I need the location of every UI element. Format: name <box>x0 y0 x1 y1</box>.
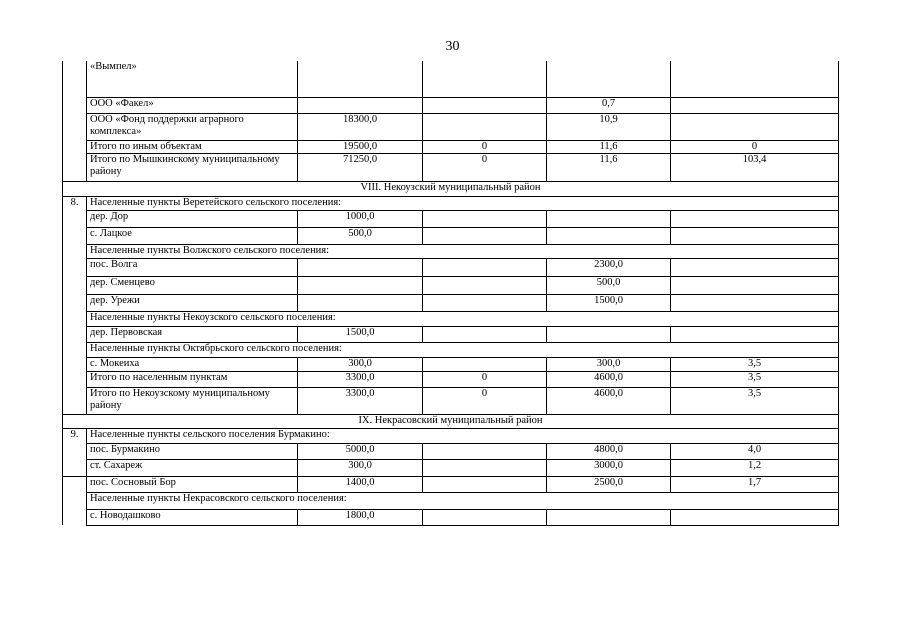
table-row <box>63 459 839 476</box>
data-table <box>62 61 839 526</box>
table-row <box>63 443 839 459</box>
value-cell-col3: 2500,0 <box>547 476 671 492</box>
value-cell-col1: 1000,0 <box>298 210 423 227</box>
row-number-cell <box>63 244 87 258</box>
row-number-cell <box>63 258 87 276</box>
value-cell-col3: 3000,0 <box>547 459 671 476</box>
row-name: с. Мокеиха <box>87 357 298 371</box>
row-name: пос. Сосновый Бор <box>87 476 298 492</box>
table-row <box>63 210 839 227</box>
table-row <box>63 294 839 311</box>
value-cell-col1 <box>298 258 423 276</box>
row-number-cell <box>63 61 87 97</box>
value-cell-col1: 300,0 <box>298 357 423 371</box>
value-cell-col1: 500,0 <box>298 227 423 244</box>
value-cell-col2 <box>423 113 547 140</box>
row-number-cell <box>63 97 87 113</box>
value-cell-col4: 0 <box>671 140 839 153</box>
value-cell-col3: 300,0 <box>547 357 671 371</box>
value-cell-col2 <box>423 476 547 492</box>
value-cell-col1: 3300,0 <box>298 371 423 387</box>
value-cell-col1: 71250,0 <box>298 153 423 181</box>
row-name: с. Лацкое <box>87 227 298 244</box>
table-row <box>63 476 839 492</box>
value-cell-col3: 4800,0 <box>547 443 671 459</box>
value-cell-col3: 0,7 <box>547 97 671 113</box>
row-number-cell: 8. <box>63 196 87 210</box>
value-cell-col2: 0 <box>423 140 547 153</box>
table-row <box>63 357 839 371</box>
value-cell-col4 <box>671 97 839 113</box>
table-row <box>63 371 839 387</box>
value-cell-col3: 11,6 <box>547 153 671 181</box>
value-cell-col4 <box>671 326 839 342</box>
value-cell-col4: 3,5 <box>671 357 839 371</box>
value-cell-col3: 2300,0 <box>547 258 671 276</box>
value-cell-col2 <box>423 443 547 459</box>
row-name: ООО «Фонд поддержки аграрного комплекса» <box>87 113 298 140</box>
row-number-cell <box>63 342 87 357</box>
value-cell-col4 <box>671 294 839 311</box>
value-cell-col2 <box>423 294 547 311</box>
row-name: ООО «Факел» <box>87 97 298 113</box>
row-name: с. Новодашково <box>87 509 298 525</box>
value-cell-col1: 300,0 <box>298 459 423 476</box>
value-cell-col1: 5000,0 <box>298 443 423 459</box>
table-row <box>63 326 839 342</box>
value-cell-col2 <box>423 227 547 244</box>
value-cell-col4: 1,7 <box>671 476 839 492</box>
row-name: Итого по иным объектам <box>87 140 298 153</box>
table-row <box>63 509 839 525</box>
value-cell-col2: 0 <box>423 153 547 181</box>
group-title: Населенные пункты Октябрьского сельского поселения: <box>87 342 839 357</box>
value-cell-col1 <box>298 276 423 294</box>
value-cell-col4 <box>671 113 839 140</box>
value-cell-col4 <box>671 61 839 97</box>
group-title: Населенные пункты Волжского сельского поселения: <box>87 244 839 258</box>
row-number-cell <box>63 113 87 140</box>
table-row <box>63 140 839 153</box>
value-cell-col2 <box>423 258 547 276</box>
value-cell-col2 <box>423 210 547 227</box>
value-cell-col1 <box>298 97 423 113</box>
row-number-cell <box>63 476 87 492</box>
row-number-cell <box>63 387 87 414</box>
table-row <box>63 153 839 181</box>
table-row <box>63 276 839 294</box>
value-cell-col1: 1500,0 <box>298 326 423 342</box>
section-title: VIII. Некоузский муниципальный район <box>63 181 839 196</box>
value-cell-col1: 19500,0 <box>298 140 423 153</box>
row-number-cell <box>63 153 87 181</box>
row-number-cell <box>63 326 87 342</box>
row-name: Итого по Некоузскому муниципальному району <box>87 387 298 414</box>
page-number: 30 <box>445 39 460 54</box>
row-name: Итого по населенным пунктам <box>87 371 298 387</box>
value-cell-col4 <box>671 227 839 244</box>
row-number-cell <box>63 311 87 326</box>
value-cell-col4 <box>671 509 839 525</box>
value-cell-col1 <box>298 294 423 311</box>
value-cell-col1: 18300,0 <box>298 113 423 140</box>
value-cell-col3: 1500,0 <box>547 294 671 311</box>
value-cell-col4: 4,0 <box>671 443 839 459</box>
value-cell-col3 <box>547 326 671 342</box>
group-row <box>63 342 839 357</box>
value-cell-col3: 4600,0 <box>547 387 671 414</box>
value-cell-col4 <box>671 210 839 227</box>
row-number-cell <box>63 492 87 509</box>
row-number-cell <box>63 140 87 153</box>
value-cell-col2 <box>423 509 547 525</box>
table-row <box>63 113 839 140</box>
row-name: дер. Дор <box>87 210 298 227</box>
row-name: Итого по Мышкинскому муниципальному району <box>87 153 298 181</box>
value-cell-col1: 1800,0 <box>298 509 423 525</box>
table-row <box>63 61 839 97</box>
value-cell-col2: 0 <box>423 387 547 414</box>
value-cell-col2 <box>423 459 547 476</box>
section-row <box>63 414 839 428</box>
row-name: «Вымпел» <box>87 61 298 97</box>
value-cell-col4 <box>671 258 839 276</box>
table-row <box>63 258 839 276</box>
value-cell-col1: 1400,0 <box>298 476 423 492</box>
value-cell-col3 <box>547 227 671 244</box>
group-title: Населенные пункты сельского поселения Бурмакино: <box>87 428 839 443</box>
row-name: дер. Сменцево <box>87 276 298 294</box>
row-name: дер. Первовская <box>87 326 298 342</box>
value-cell-col2 <box>423 61 547 97</box>
row-number-cell: 9. <box>63 428 87 443</box>
row-number-cell <box>63 443 87 459</box>
value-cell-col4: 103,4 <box>671 153 839 181</box>
row-name: пос. Волга <box>87 258 298 276</box>
value-cell-col3: 10,9 <box>547 113 671 140</box>
row-number-cell <box>63 509 87 525</box>
value-cell-col4: 3,5 <box>671 371 839 387</box>
value-cell-col3: 500,0 <box>547 276 671 294</box>
row-number-cell <box>63 227 87 244</box>
value-cell-col4: 1,2 <box>671 459 839 476</box>
value-cell-col4 <box>671 276 839 294</box>
value-cell-col2 <box>423 357 547 371</box>
value-cell-col3: 4600,0 <box>547 371 671 387</box>
value-cell-col3 <box>547 509 671 525</box>
value-cell-col1: 3300,0 <box>298 387 423 414</box>
table-row <box>63 97 839 113</box>
row-name: ст. Сахареж <box>87 459 298 476</box>
group-title: Населенные пункты Некоузского сельского поселения: <box>87 311 839 326</box>
value-cell-col3 <box>547 210 671 227</box>
value-cell-col1 <box>298 61 423 97</box>
value-cell-col2 <box>423 326 547 342</box>
section-title: IX. Некрасовский муниципальный район <box>63 414 839 428</box>
value-cell-col2 <box>423 276 547 294</box>
value-cell-col2: 0 <box>423 371 547 387</box>
value-cell-col3: 11,6 <box>547 140 671 153</box>
row-name: дер. Урежи <box>87 294 298 311</box>
value-cell-col4: 3,5 <box>671 387 839 414</box>
group-row <box>63 244 839 258</box>
section-row <box>63 181 839 196</box>
group-row <box>63 492 839 509</box>
row-number-cell <box>63 371 87 387</box>
row-number-cell <box>63 459 87 476</box>
row-number-cell <box>63 294 87 311</box>
group-title: Населенные пункты Некрасовского сельского поселения: <box>87 492 839 509</box>
row-number-cell <box>63 276 87 294</box>
group-row <box>63 311 839 326</box>
row-number-cell <box>63 357 87 371</box>
group-title: Населенные пункты Веретейского сельского поселения: <box>87 196 839 210</box>
table-row <box>63 227 839 244</box>
table-row <box>63 387 839 414</box>
value-cell-col3 <box>547 61 671 97</box>
table-body <box>63 61 839 525</box>
value-cell-col2 <box>423 97 547 113</box>
group-row <box>63 428 839 443</box>
row-name: пос. Бурмакино <box>87 443 298 459</box>
row-number-cell <box>63 210 87 227</box>
group-row <box>63 196 839 210</box>
